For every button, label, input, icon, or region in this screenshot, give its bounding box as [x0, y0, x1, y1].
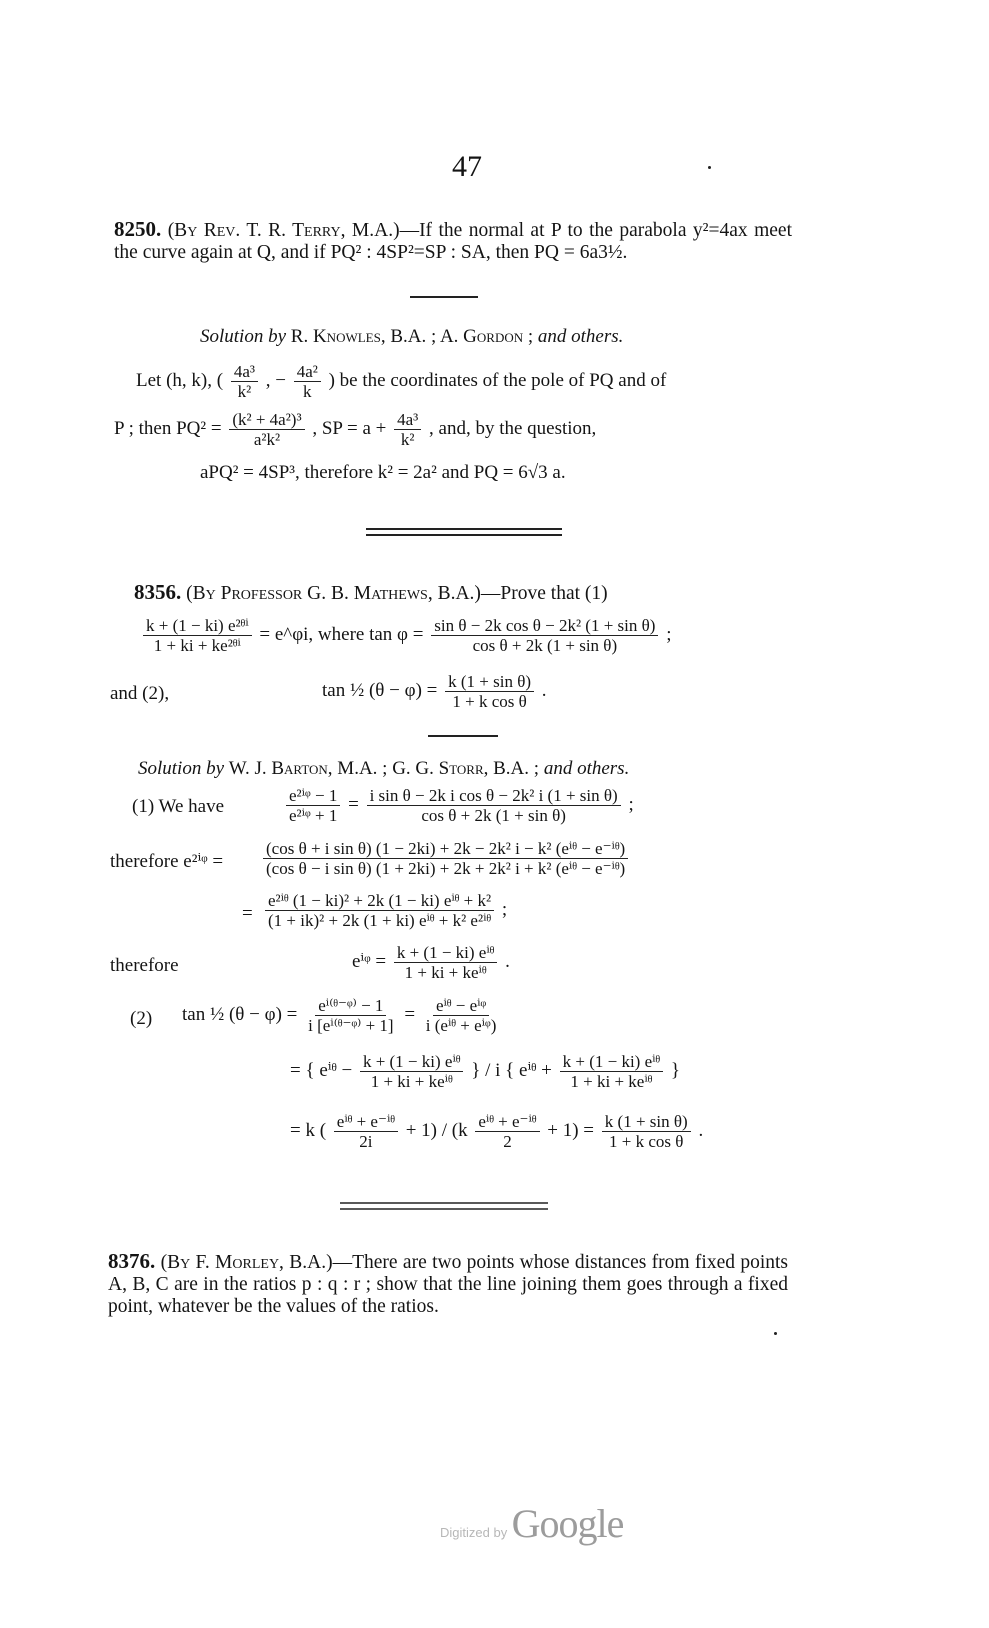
- fraction: [423, 996, 500, 1035]
- solution-step-3: [262, 891, 507, 930]
- equation-8250-1: [136, 362, 666, 401]
- eq-text: , and, by the question,: [429, 417, 597, 439]
- fraction: [334, 1112, 398, 1151]
- denominator: 1 + ki + keⁱᶿ: [570, 1072, 653, 1091]
- numerator: i sin θ − 2k i cos θ − 2k² i (1 + sin θ): [367, 786, 621, 806]
- eq-text: .: [505, 950, 510, 972]
- eq-text: ) be the coordinates of the pole of PQ and of: [328, 369, 667, 391]
- numerator: k + (1 − ki) eⁱᶿ: [360, 1052, 464, 1072]
- question-8356: [134, 580, 608, 605]
- numerator: k + (1 − ki) eⁱᶿ: [560, 1052, 664, 1072]
- question-number: 8376.: [108, 1249, 156, 1273]
- fraction: [431, 616, 658, 655]
- solution-credit-8356: [138, 758, 629, 780]
- solution-step-7: [290, 1112, 703, 1151]
- solution-step-4: [352, 943, 510, 982]
- double-divider-bottom: [340, 1208, 548, 1210]
- speck-mark: [708, 166, 711, 169]
- question-author: (By Rev. T. R. Terry, M.A.): [167, 220, 400, 241]
- numerator: e²ⁱᶿ (1 − ki)² + 2k (1 − ki) eⁱᶿ + k²: [265, 891, 494, 911]
- question-8376: [108, 1250, 788, 1318]
- denominator: a²k²: [253, 430, 281, 449]
- fraction: [367, 786, 621, 825]
- fraction: [265, 891, 494, 930]
- fraction: [560, 1052, 664, 1091]
- question-text: —If the normal at P to the parabola y²=4ax meet the curve again at Q, and if PQ² : 4SP²=SP : SA, then PQ = 6a3½.: [114, 220, 792, 263]
- question-author: (By Professor G. B. Mathews, B.A.): [186, 583, 481, 604]
- fraction: [394, 943, 498, 982]
- numerator: eⁱ⁽ᶿ⁻ᵠ⁾ − 1: [315, 996, 386, 1016]
- denominator: 1 + k cos θ: [609, 1132, 684, 1151]
- denominator: 2: [503, 1132, 512, 1151]
- denominator: 1 + ki + keⁱᶿ: [370, 1072, 453, 1091]
- fraction: [445, 672, 534, 711]
- double-divider-bottom: [366, 534, 562, 536]
- watermark-text: Digitized by: [440, 1525, 508, 1540]
- eq-text: .: [698, 1119, 704, 1141]
- solution-step-6: [290, 1052, 680, 1091]
- fraction: [231, 362, 258, 401]
- solution-step-5: [182, 996, 502, 1035]
- denominator: cos θ + 2k (1 + sin θ): [472, 636, 618, 655]
- question-number: 8356.: [134, 580, 182, 604]
- fraction: [305, 996, 396, 1035]
- eq-text: = k (: [290, 1119, 327, 1141]
- solution-step-5-label: (2): [130, 1008, 153, 1029]
- numerator: k (1 + sin θ): [602, 1112, 691, 1132]
- equation-8250-3: aPQ² = 4SP³, therefore k² = 2a² and PQ = 6√3 a.: [200, 462, 566, 483]
- solvers: W. J. Barton, M.A. ; G. G. Storr, B.A. ;: [228, 758, 540, 779]
- solution-label: Solution by: [138, 758, 225, 779]
- fraction: [360, 1052, 464, 1091]
- eq-text: =: [348, 793, 359, 815]
- eq-text: = { eⁱᶿ −: [290, 1059, 353, 1081]
- fraction: [602, 1112, 691, 1151]
- eq-text: , SP = a +: [312, 417, 387, 439]
- numerator: 4a²: [294, 362, 321, 382]
- equation-8356-1: [140, 616, 671, 655]
- numerator: k + (1 − ki) eⁱᶿ: [394, 943, 498, 963]
- eq-text: } / i { eⁱᶿ +: [471, 1059, 552, 1081]
- fraction: [143, 616, 252, 655]
- denominator: e²ⁱᵠ + 1: [289, 806, 338, 825]
- solvers: R. Knowles, B.A. ; A. Gordon ;: [290, 326, 534, 347]
- eq-text: .: [541, 679, 547, 701]
- eq-text: ;: [501, 898, 508, 920]
- numerator: (cos θ + i sin θ) (1 − 2ki) + 2k − 2k² i − k² (eⁱᶿ − e⁻ⁱᶿ): [263, 839, 628, 859]
- numerator: 4a³: [231, 362, 258, 382]
- speck-mark: [774, 1332, 777, 1335]
- solution-step-3-label: =: [242, 903, 253, 924]
- numerator: sin θ − 2k cos θ − 2k² (1 + sin θ): [431, 616, 658, 636]
- eq-text: P ; then PQ² =: [114, 417, 222, 439]
- denominator: i [eⁱ⁽ᶿ⁻ᵠ⁾ + 1]: [308, 1016, 394, 1035]
- fraction: [263, 839, 628, 878]
- numerator: k + (1 − ki) e²ᶿⁱ: [143, 616, 252, 636]
- numerator: eⁱᶿ − eⁱᵠ: [433, 996, 489, 1016]
- eq-text: =: [404, 1003, 416, 1025]
- numerator: eⁱᶿ + e⁻ⁱᶿ: [334, 1112, 398, 1132]
- fraction: [229, 410, 304, 449]
- question-number: 8250.: [114, 217, 162, 241]
- denominator: i (eⁱᶿ + eⁱᵠ): [425, 1016, 497, 1035]
- question-8250: [114, 218, 792, 264]
- solution-step-1: [283, 786, 634, 825]
- fraction: [394, 410, 421, 449]
- eq-text: ;: [666, 623, 672, 645]
- eq-text: + 1) / (k: [405, 1119, 468, 1141]
- eq-text: }: [670, 1059, 681, 1081]
- fraction: [286, 786, 340, 825]
- denominator: (1 + ik)² + 2k (1 + ki) eⁱᶿ + k² e²ⁱᶿ: [268, 911, 492, 930]
- denominator: (cos θ − i sin θ) (1 + 2ki) + 2k + 2k² i + k² (eⁱᶿ − e⁻ⁱᶿ): [266, 859, 626, 878]
- short-divider: [428, 735, 498, 737]
- denominator: cos θ + 2k (1 + sin θ): [421, 806, 566, 825]
- eq-text: eⁱᵠ =: [352, 950, 387, 972]
- fraction: [294, 362, 321, 401]
- numerator: k (1 + sin θ): [445, 672, 534, 692]
- double-divider-top: [340, 1202, 548, 1204]
- denominator: 1 + k cos θ: [452, 692, 527, 711]
- question-author: (By F. Morley, B.A.): [160, 1252, 333, 1273]
- double-divider-top: [366, 528, 562, 530]
- eq-text: + 1) =: [547, 1119, 595, 1141]
- question-text: —Prove that (1): [480, 583, 608, 604]
- solution-label: Solution by: [200, 326, 287, 347]
- equation-8356-2: [322, 672, 547, 711]
- solution-step-2: [260, 839, 631, 878]
- eq-text: tan ½ (θ − φ) =: [182, 1003, 298, 1025]
- eq-text: Let (h, k), (: [136, 369, 224, 391]
- denominator: k: [303, 382, 312, 401]
- denominator: k²: [237, 382, 252, 401]
- solution-step-2-label: therefore e²ⁱᵠ =: [110, 851, 224, 872]
- eq-text: tan ½ (θ − φ) =: [322, 679, 438, 701]
- solution-step-1-label: (1) We have: [132, 796, 225, 817]
- short-divider: [410, 296, 478, 298]
- denominator: k²: [400, 430, 415, 449]
- and-others: and others.: [543, 758, 630, 779]
- denominator: 1 + ki + ke²ᶿⁱ: [153, 636, 241, 655]
- equation-8250-2: [114, 410, 596, 449]
- question-text: —There are two points whose distances from fixed points A, B, C are in the ratios p : q : r ; show that the line joining them goes through a fixed point, whatever be the values of the ratios.: [108, 1252, 788, 1317]
- numerator: (k² + 4a²)³: [229, 410, 304, 430]
- denominator: 1 + ki + keⁱᶿ: [404, 963, 487, 982]
- numerator: 4a³: [394, 410, 421, 430]
- eq-text: ;: [628, 793, 634, 815]
- numerator: eⁱᶿ + e⁻ⁱᶿ: [475, 1112, 539, 1132]
- solution-step-4-label: therefore: [110, 955, 179, 976]
- and-others: and others.: [537, 326, 624, 347]
- page-number: 47: [452, 150, 482, 183]
- google-logo: Google: [511, 1501, 624, 1546]
- fraction: [475, 1112, 539, 1151]
- digitized-by-google-watermark: [440, 1500, 623, 1547]
- equation-8356-2-label: and (2),: [110, 683, 170, 704]
- eq-text: , −: [265, 369, 286, 391]
- denominator: 2i: [359, 1132, 373, 1151]
- solution-credit-8250: [200, 326, 623, 348]
- eq-text: = e^φi, where tan φ =: [259, 623, 424, 645]
- numerator: e²ⁱᵠ − 1: [286, 786, 340, 806]
